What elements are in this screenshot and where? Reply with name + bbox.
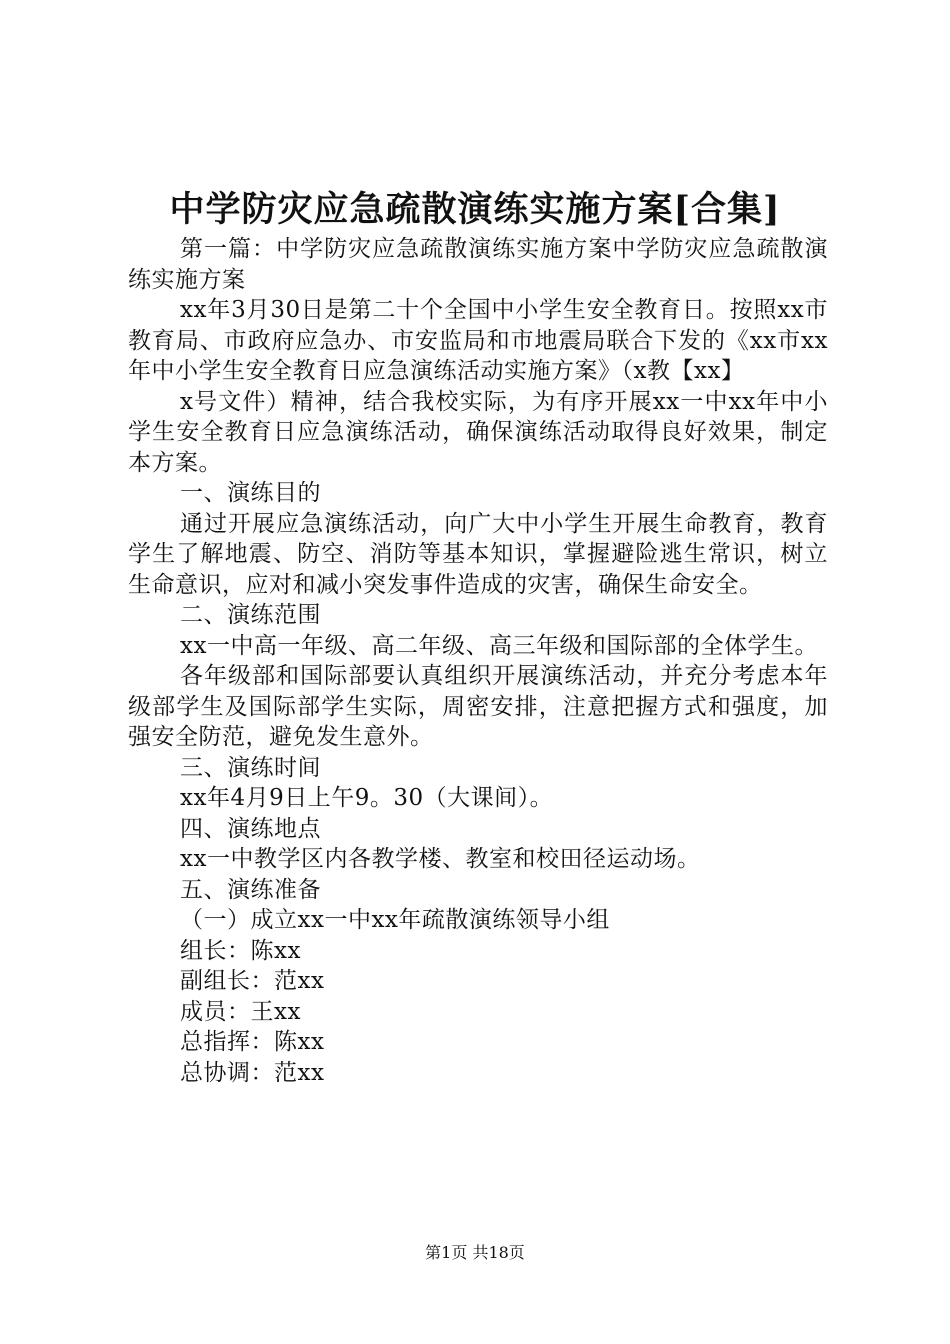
section-heading-scope: 二、演练范围 (180, 602, 321, 628)
list-item-leader: 组长：陈xx (180, 937, 301, 964)
paragraph-part-heading: 第一篇：中学防灾应急疏散演练实施方案中学防灾应急疏散演练实施方案 (128, 236, 828, 293)
list-item-coordinator: 总协调：范xx (180, 1059, 325, 1086)
paragraph-intro: xx年3月30日是第二十个全国中小学生安全教育日。按照xx市教育局、市政府应急办、市安监局和市地震局联合下发的《xx市xx年中小学生安全教育日应急演练活动实施方案》（x教【xx】 (128, 297, 828, 384)
page-footer: 第1页 共18页 (425, 1243, 525, 1262)
paragraph-scope-detail: 各年级部和国际部要认真组织开展演练活动，并充分考虑本年级部学生及国际部学生实际，周密安排，注意把握方式和强度，加强安全防范，避免发生意外。 (128, 663, 828, 750)
list-item-member: 成员：王xx (180, 998, 301, 1025)
document-body (128, 234, 828, 1088)
section-heading-location: 四、演练地点 (180, 815, 321, 842)
paragraph-intro-cont: x号文件）精神，结合我校实际，为有序开展xx一中xx年中小学生安全教育日应急演练活动，确保演练活动取得良好效果，制定本方案。 (128, 388, 828, 476)
list-item-deputy-leader: 副组长：范xx (180, 968, 325, 994)
section-heading-purpose: 一、演练目的 (180, 480, 321, 506)
subsection-heading-group: （一）成立xx一中xx年疏散演练领导小组 (180, 907, 610, 933)
paragraph-scope: xx一中高一年级、高二年级、高三年级和国际部的全体学生。 (180, 632, 818, 659)
paragraph-location: xx一中教学区内各教学楼、教室和校田径运动场。 (180, 846, 701, 872)
paragraph-purpose: 通过开展应急演练活动，向广大中小学生开展生命教育，教育学生了解地震、防空、消防等基本知识，掌握避险逃生常识，树立生命意识，应对和减小突发事件造成的灾害，确保生命安全。 (128, 510, 828, 598)
paragraph-time: xx年4月9日上午9。30（大课间）。 (180, 785, 554, 811)
section-heading-time: 三、演练时间 (180, 754, 321, 781)
document-title: 中学防灾应急疏散演练实施方案[合集] (169, 189, 781, 230)
list-item-commander: 总指挥：陈xx (180, 1029, 325, 1055)
section-heading-preparation: 五、演练准备 (180, 876, 321, 903)
